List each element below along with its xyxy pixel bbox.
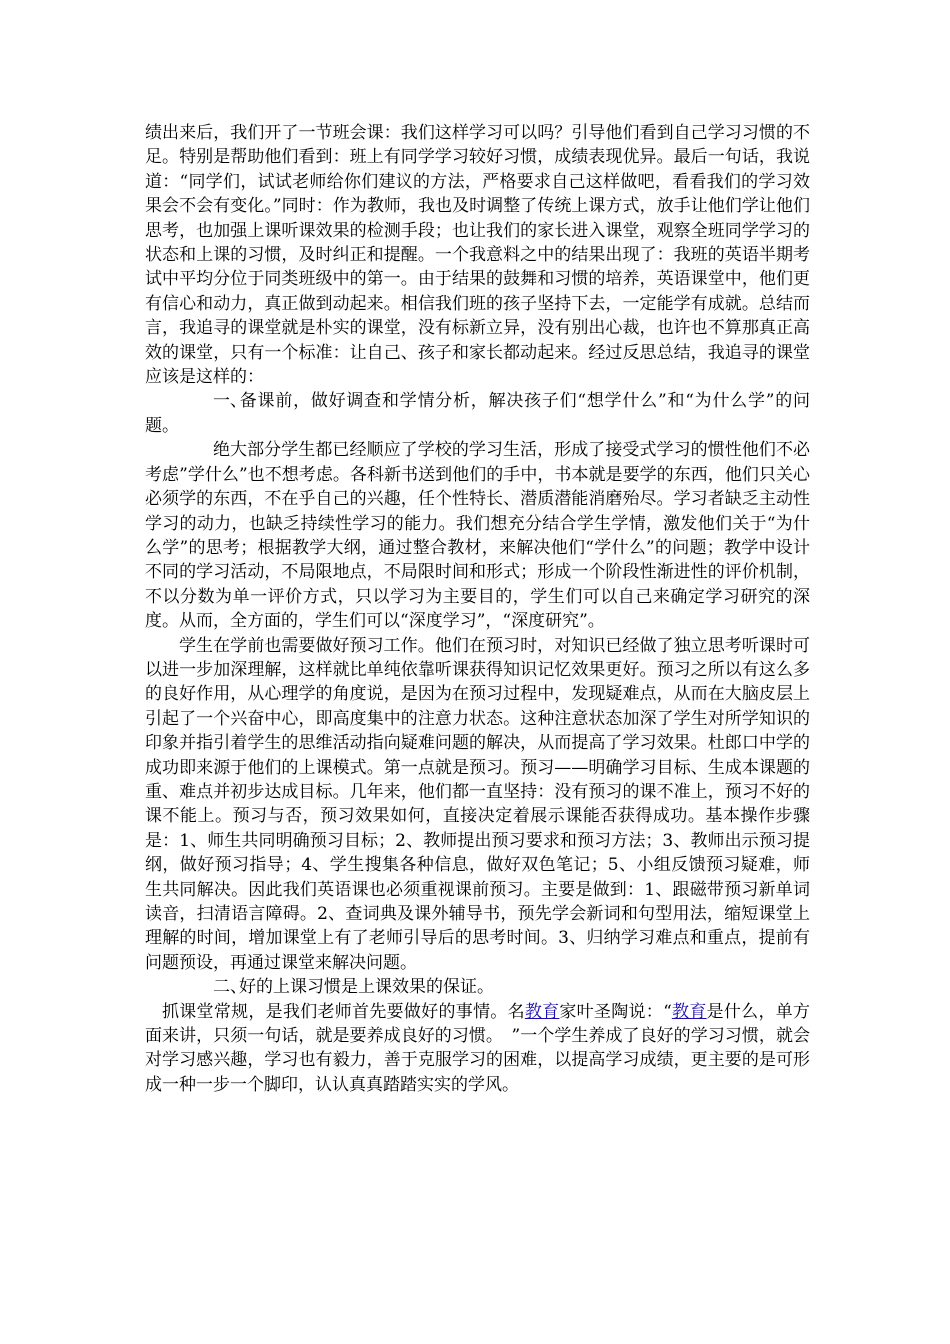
paragraph-intro: 绩出来后，我们开了一节班会课：我们这样学习可以吗？引导他们看到自己学习习惯的不足。特别是帮助他们看到：班上有同学学习较好习惯，成绩表现优异。最后一句话，我说道：“同学们，试试老师给你们建议的方法，严格要求自己这样做吧，看看我们的学习效果会不会有变化。”同时：作为教师，我也及时调整了传统上课方式，放手让他们学让他们思考，也加强上课听课效果的检测手段；也让我们的家长进入课堂，观察全班同学学习的状态和上课的习惯，及时纠正和提醒。一个我意料之中的结果出现了：我班的英语半期考试中平均分位于同类班级中的第一。由于结果的鼓舞和习惯的培养，英语课堂中，他们更有信心和动力，真正做到动起来。相信我们班的孩子坚持下去，一定能学有成就。总结而言，我追寻的课堂就是朴实的课堂，没有标新立异，没有别出心裁，也许也不算那真正高效的课堂，只有一个标准：让自己、孩子和家长都动起来。经过反思总结，我追寻的课堂应该是这样的： [145,123,810,388]
paragraph-text-part-1: 抓课堂常规，是我们老师首先要做好的事情。名 [162,1001,525,1022]
heading-one-number: 一、 [213,391,247,412]
paragraph-learning-habits: 绝大部分学生都已经顺应了学校的学习生活，形成了接受式学习的惯性他们不必考虑”学什么”也不想考虑。各科新书送到他们的手中，书本就是要学的东西，他们只关心必须学的东西，不在乎自己的兴趣，任个性特长、潜质潜能消磨殆尽。学习者缺乏主动性学习的动力，也缺乏持续性学习的能力。我们想充分结合学生学情，激发他们关于“为什么学”的思考；根据教学大纲，通过整合教材，来解决他们“学什么”的问题；教学中设计不同的学习活动，不局限地点，不局限时间和形式；形成一个阶段性渐进性的评价机制，不以分数为单一评价方式，只以学习为主要目的，学生们可以自己来确定学习研究的深度。从而，全方面的，学生们可以“深度学习”，“深度研究”。 [145,440,810,632]
paragraph-preview: 学生在学前也需要做好预习工作。他们在预习时，对知识已经做了独立思考听课时可以进一步加深理解，这样就比单纯依靠听课获得知识记忆效果更好。预习之所以有这么多的良好作用，从心理学的角度说，是因为在预习过程中，发现疑难点，从而在大脑皮层上引起了一个兴奋中心，即高度集中的注意力状态。这种注意状态加深了学生对所学知识的印象并指引着学生的思维活动指向疑难问题的解决，从而提高了学习效果。杜郎口中学的成功即来源于他们的上课模式。第一点就是预习。预习——明确学习目标、生成本课题的重、难点并初步达成目标。几年来，他们都一直坚持：没有预习的课不准上，预习不好的课不能上。预习与否，预习效果如何，直接决定着展示课能否获得成功。基本操作步骤是：1、师生共同明确预习目标；2、教师提出预习要求和预习方法；3、教师出示预习提纲，做好预习指导；4、学生搜集各种信息，做好双色笔记；5、小组反馈预习疑难，师生共同解决。因此我们英语课也必须重视课前预习。主要是做到：1、跟磁带预习新单词读音，扫清语言障碍。2、查词典及课外辅导书，预先学会新词和句型用法，缩短课堂上理解的时间，增加课堂上有了老师引导后的思考时间。3、归纳学习难点和重点，提前有问题预设，再通过课堂来解决问题。 [145,635,810,973]
heading-two-number: 二、 [213,977,247,998]
heading-two [145,975,810,999]
heading-one [145,389,810,438]
paragraph-classroom-routine [145,1000,810,1098]
paragraph-text-part-3: 是什么，单方面来讲，只须一句话，就是要养成良好的习惯。 ”一个学生养成了良好的学习习惯，就会对学习感兴趣，学习也有毅力，善于克服学习的困难，以提高学习成绩，更主要的是可形成一种一步一个脚印，认认真真踏踏实实的学风。 [145,1001,811,1095]
paragraph-text-part-2: 家叶圣陶说：“ [559,1001,672,1022]
heading-two-text: 好的上课习惯是上课效果的保证。 [239,977,494,998]
heading-one-text: 备课前，做好调查和学情分析，解决孩子们“想学什么”和“为什么学”的问题。 [145,391,810,436]
education-link-1[interactable]: 教育 [524,1001,560,1022]
document-body [145,121,810,1097]
education-link-2[interactable]: 教育 [671,1001,707,1022]
